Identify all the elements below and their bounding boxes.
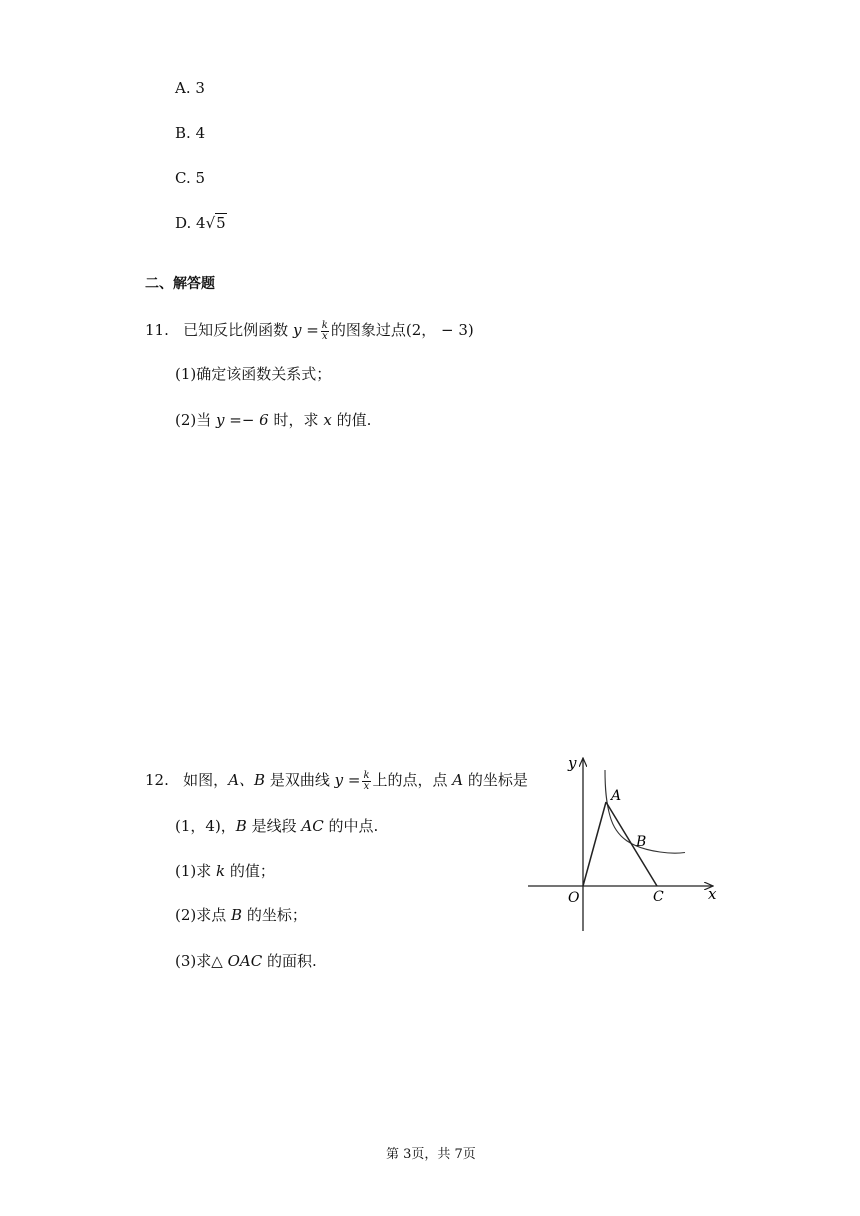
q12-line2-b: B <box>235 817 247 835</box>
option-d-coef: 4 <box>196 214 206 232</box>
q12-part3-pre: (3)求△ <box>175 952 223 970</box>
section-heading: 二、解答题 <box>145 276 215 292</box>
q12-part2-post: 的坐标； <box>246 906 307 924</box>
q11-part1: (1)确定该函数关系式； <box>175 365 332 383</box>
segment-ac <box>606 802 657 886</box>
q11-stem-pre: 已知反比例函数 <box>183 321 289 339</box>
q12-number: 12. <box>145 771 169 789</box>
point-c-label: C <box>653 889 664 905</box>
point-b-label: B <box>636 834 647 850</box>
q12-line1-ab: A、B <box>228 771 266 789</box>
q12-part3-var: OAC <box>227 952 263 970</box>
segment-oa <box>583 802 606 886</box>
option-d-radicand: 5 <box>216 214 226 232</box>
option-d-label: D. <box>175 214 192 232</box>
q11-part2-post: 的值. <box>336 411 372 429</box>
q11-eq-lhs: y = <box>292 321 319 339</box>
option-b-label: B. <box>175 124 191 142</box>
point-a-label: A <box>611 788 622 804</box>
q12-fraction <box>362 771 370 792</box>
q12-line1-mid: 是双曲线 <box>269 771 330 789</box>
q12-frac-num: k <box>363 769 370 781</box>
sqrt-symbol: √5 <box>205 214 226 232</box>
q12-part3-post: 的面积. <box>266 952 317 970</box>
q12-line2 <box>175 816 378 836</box>
q12-part1 <box>175 861 275 881</box>
q12-part1-post: 的值； <box>229 862 275 880</box>
q12-eq-lhs: y = <box>334 771 361 789</box>
q11-frac-num: k <box>321 319 328 331</box>
q11-number: 11. <box>145 321 169 339</box>
y-axis-label: y <box>568 754 577 772</box>
q12-line2-mid: 是线段 <box>251 817 297 835</box>
q11-stem <box>145 320 474 342</box>
q11-part2-eq: y =− 6 <box>216 411 269 429</box>
q12-part3 <box>175 951 317 971</box>
q12-line1-post: 的坐标是 <box>467 771 528 789</box>
option-c <box>175 168 205 188</box>
q12-part2 <box>175 905 307 925</box>
option-a <box>175 78 205 98</box>
q11-frac-den: x <box>321 330 328 342</box>
q11-fraction <box>321 321 329 342</box>
option-a-label: A. <box>175 79 191 97</box>
q12-line2-ac: AC <box>301 817 324 835</box>
q12-line2-pre: (1，4)， <box>175 817 236 835</box>
option-b-value: 4 <box>195 124 206 142</box>
q11-point: (2， − 3) <box>405 321 474 339</box>
origin-label: O <box>568 890 580 906</box>
x-axis-label: x <box>708 885 717 903</box>
q12-line1-mid2: 上的点，点 <box>372 771 448 789</box>
q12-frac-den: x <box>363 780 370 792</box>
page-footer: 第 3页，共 7页 <box>386 1147 476 1162</box>
q12-line1-a: A <box>452 771 464 789</box>
q11-part2-var: x <box>323 411 332 429</box>
option-c-value: 5 <box>195 169 206 187</box>
q11-part2 <box>175 410 371 430</box>
q12-line1 <box>145 770 528 792</box>
q11-part2-pre: (2)当 <box>175 411 212 429</box>
option-a-value: 3 <box>195 79 205 97</box>
hyperbola-figure <box>520 748 725 938</box>
q12-part2-var: B <box>231 906 243 924</box>
option-d <box>175 213 227 233</box>
option-b <box>175 123 205 143</box>
option-c-label: C. <box>175 169 191 187</box>
q12-part2-pre: (2)求点 <box>175 906 227 924</box>
q11-part2-mid: 时，求 <box>273 411 319 429</box>
q12-line1-pre: 如图， <box>183 771 229 789</box>
q12-part1-pre: (1)求 <box>175 862 212 880</box>
q12-part1-var: k <box>216 862 226 880</box>
q11-stem-post: 的图象过点 <box>330 321 406 339</box>
q12-line2-post: 的中点. <box>328 817 379 835</box>
